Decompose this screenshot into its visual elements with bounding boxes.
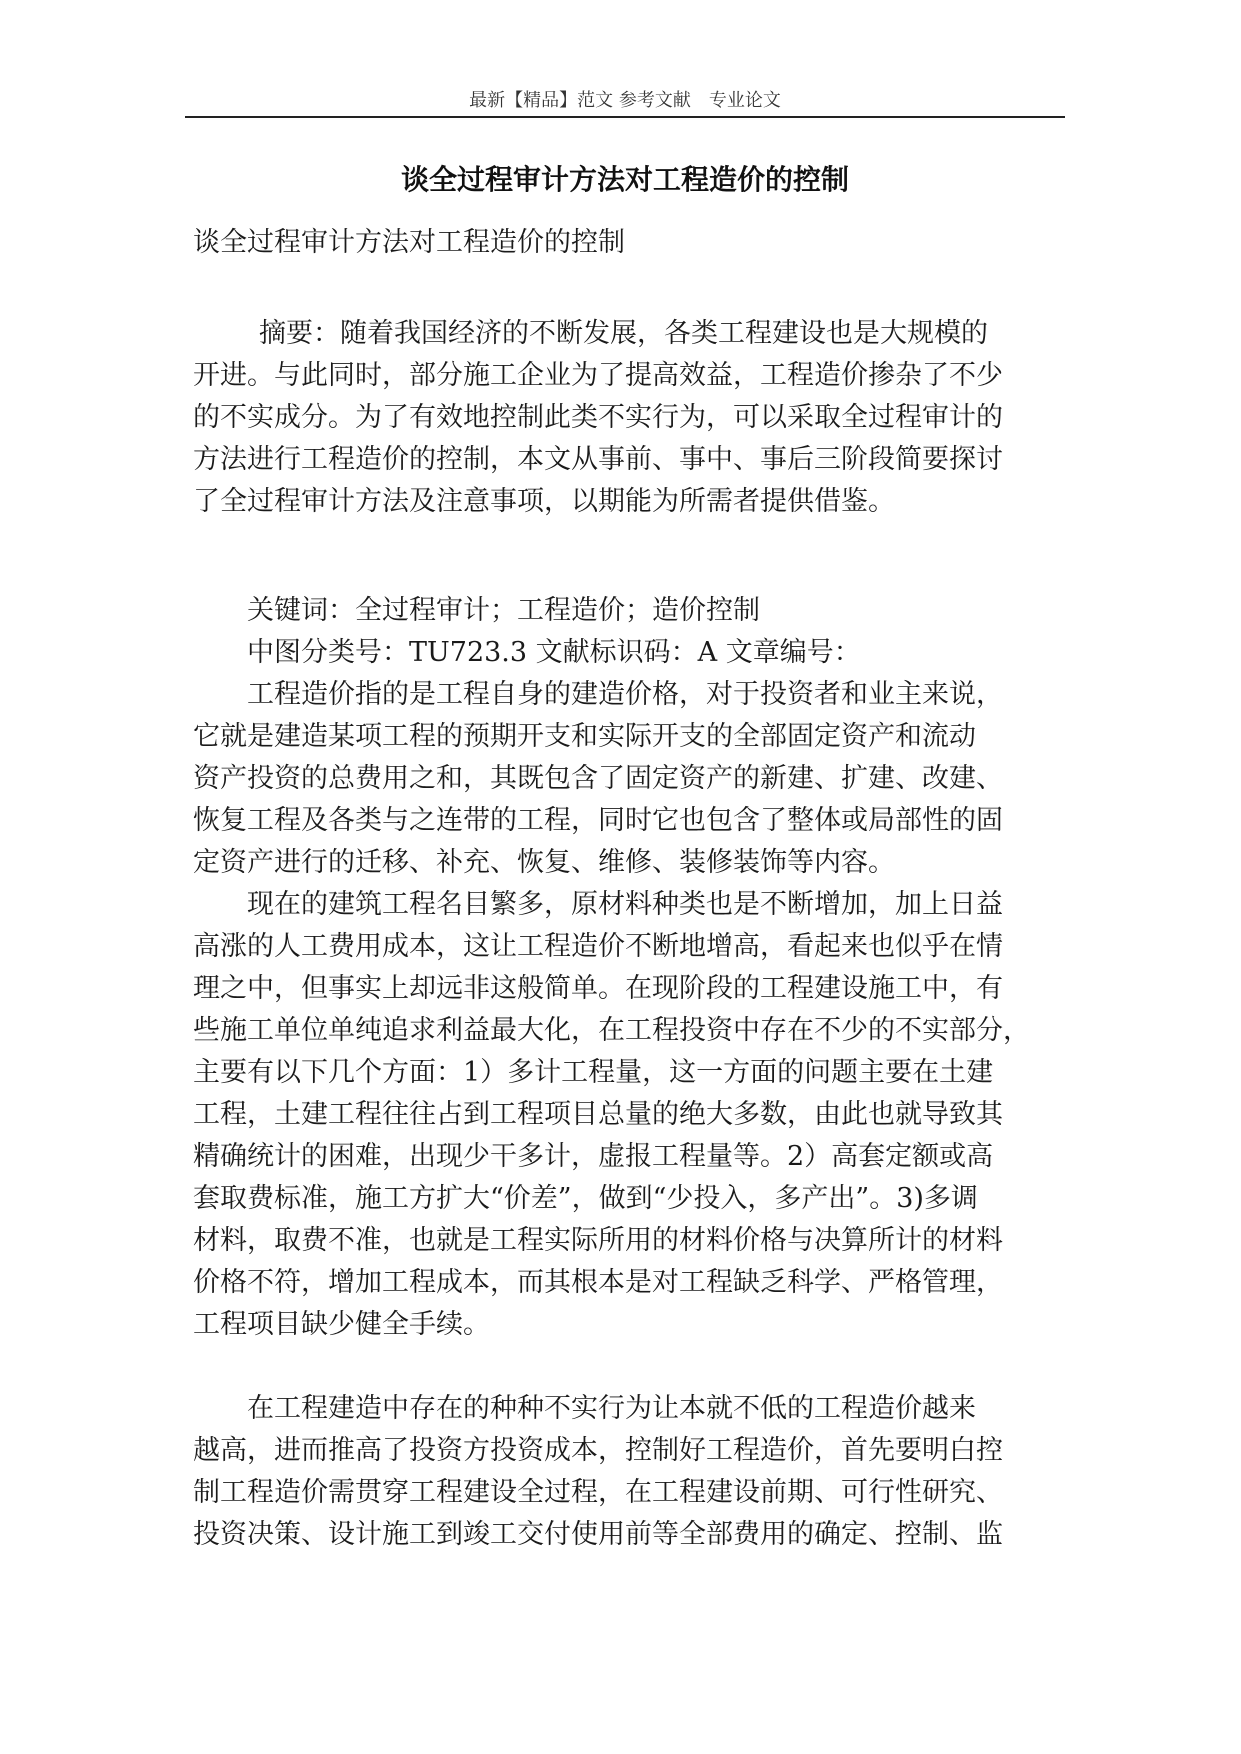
paragraph-line: 材料，取费不准，也就是工程实际所用的材料价格与决算所计的材料 bbox=[193, 1225, 1003, 1256]
paragraph-line: 投资决策、设计施工到竣工交付使用前等全部费用的确定、控制、监 bbox=[193, 1519, 1003, 1550]
paragraph-line: 价格不符，增加工程成本，而其根本是对工程缺乏科学、严格管理， bbox=[193, 1267, 1003, 1298]
paragraph-line: 工程，土建工程往往占到工程项目总量的绝大多数，由此也就导致其 bbox=[193, 1099, 1003, 1130]
body-paragraph-1 bbox=[193, 674, 1059, 884]
paragraph-line: 资产投资的总费用之和，其既包含了固定资产的新建、扩建、改建、 bbox=[193, 763, 1003, 794]
running-header: 最新【精品】范文 参考文献 专业论文 bbox=[469, 90, 781, 111]
paragraph-line: 高涨的人工费用成本，这让工程造价不断地增高，看起来也似乎在情 bbox=[193, 931, 1003, 962]
document-title: 谈全过程审计方法对工程造价的控制 bbox=[400, 163, 849, 196]
paragraph-line: 套取费标准，施工方扩大“价差”，做到“少投入，多产出”。3)多调 bbox=[193, 1183, 978, 1214]
classification-line bbox=[193, 632, 1059, 674]
paragraph-line: 恢复工程及各类与之连带的工程，同时它也包含了整体或局部性的固 bbox=[193, 805, 1003, 836]
abstract-line: 摘要：随着我国经济的不断发展，各类工程建设也是大规模的 bbox=[259, 318, 988, 349]
abstract-line: 的不实成分。为了有效地控制此类不实行为，可以采取全过程审计的 bbox=[193, 402, 1003, 433]
abstract-paragraph bbox=[193, 313, 1059, 523]
body-paragraph-2 bbox=[193, 884, 1059, 1346]
paragraph-line: 些施工单位单纯追求利益最大化，在工程投资中存在不少的不实部分， bbox=[193, 1015, 1030, 1046]
keywords-text: 关键词：全过程审计；工程造价；造价控制 bbox=[247, 595, 760, 626]
paragraph-line: 现在的建筑工程名目繁多，原材料种类也是不断增加，加上日益 bbox=[247, 889, 1003, 920]
paragraph-line: 工程项目缺少健全手续。 bbox=[193, 1309, 490, 1340]
abstract-line: 方法进行工程造价的控制，本文从事前、事中、事后三阶段简要探讨 bbox=[193, 444, 1003, 475]
keywords-line bbox=[193, 590, 1059, 632]
paragraph-line: 在工程建造中存在的种种不实行为让本就不低的工程造价越来 bbox=[247, 1393, 976, 1424]
document-subtitle: 谈全过程审计方法对工程造价的控制 bbox=[193, 227, 625, 258]
paragraph-line: 理之中，但事实上却远非这般简单。在现阶段的工程建设施工中，有 bbox=[193, 973, 1003, 1004]
paragraph-line: 工程造价指的是工程自身的建造价格，对于投资者和业主来说， bbox=[247, 679, 1003, 710]
abstract-line: 了全过程审计方法及注意事项，以期能为所需者提供借鉴。 bbox=[193, 486, 895, 517]
paragraph-line: 制工程造价需贯穿工程建设全过程，在工程建设前期、可行性研究、 bbox=[193, 1477, 1003, 1508]
paragraph-line: 主要有以下几个方面：1）多计工程量，这一方面的问题主要在土建 bbox=[193, 1057, 994, 1088]
paragraph-line: 定资产进行的迁移、补充、恢复、维修、装修装饰等内容。 bbox=[193, 847, 895, 878]
header-divider bbox=[185, 116, 1065, 118]
paragraph-line: 越高，进而推高了投资方投资成本，控制好工程造价，首先要明白控 bbox=[193, 1435, 1003, 1466]
paragraph-line: 它就是建造某项工程的预期开支和实际开支的全部固定资产和流动 bbox=[193, 721, 976, 752]
abstract-line: 开进。与此同时，部分施工企业为了提高效益，工程造价掺杂了不少 bbox=[193, 360, 1003, 391]
paragraph-line: 精确统计的困难，出现少干多计，虚报工程量等。2）高套定额或高 bbox=[193, 1141, 994, 1172]
body-paragraph-3 bbox=[193, 1388, 1059, 1556]
classification-text: 中图分类号：TU723.3 文献标识码：A 文章编号： bbox=[247, 637, 861, 668]
